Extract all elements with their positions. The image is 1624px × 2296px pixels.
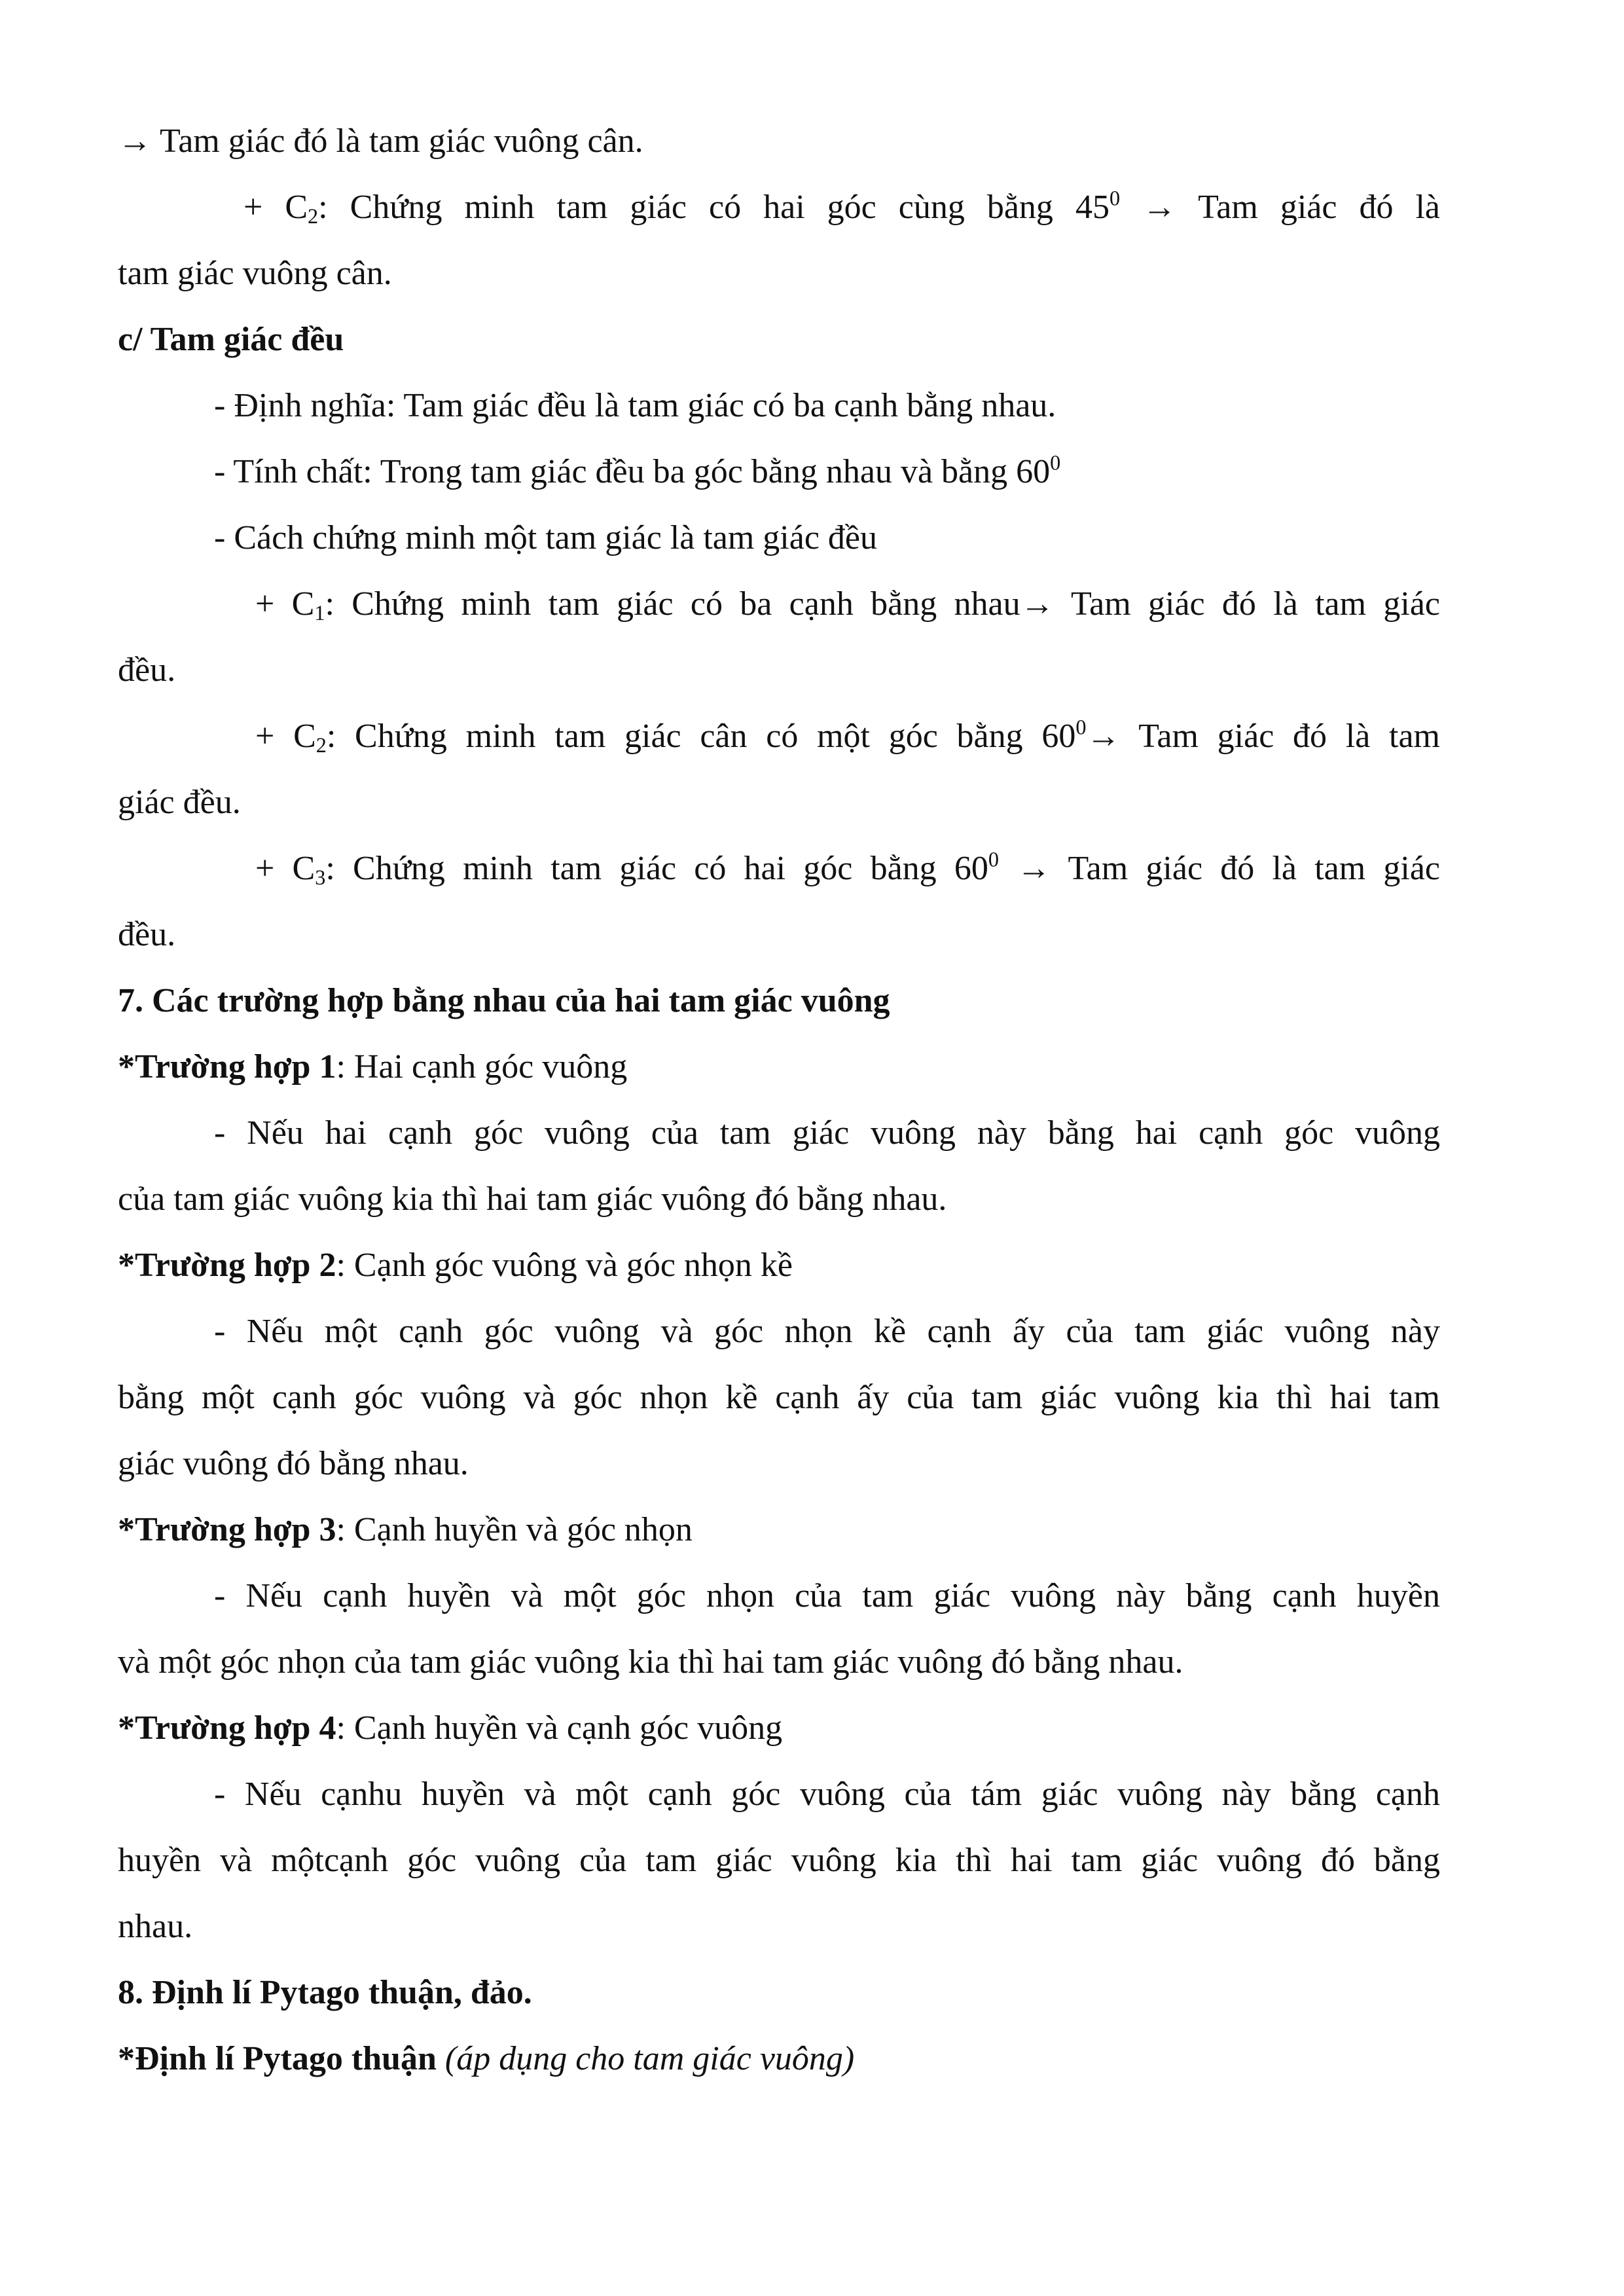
section-heading: 7. Các trường hợp bằng nhau của hai tam giác vuông (118, 982, 890, 1019)
text-line: giác vuông đó bằng nhau. (118, 1445, 469, 1482)
section-heading: 8. Định lí Pytago thuận, đảo. (118, 1974, 532, 2011)
text-line: + $C_2$: Chứng minh tam giác cân có một góc bằng $60^0\to$ Tam giác đó là tam (255, 715, 1440, 757)
case-heading: *Trường hợp 3: Cạnh huyền và góc nhọn (118, 1511, 693, 1548)
text-line: - Cách chứng minh một tam giác là tam giác đều (214, 519, 877, 556)
text-line: đều. (118, 916, 176, 953)
text-line: - Nếu cạnhu huyền và một cạnh góc vuông của tám giác vuông này bằng cạnh (214, 1776, 1440, 1813)
text-line: bằng một cạnh góc vuông và góc nhọn kề cạnh ấy của tam giác vuông kia thì hai tam (118, 1379, 1440, 1416)
text-line: huyền và mộtcạnh góc vuông của tam giác vuông kia thì hai tam giác vuông đó bằng (118, 1842, 1440, 1879)
text-line: tam giác vuông cân. (118, 255, 392, 292)
section-heading: c/ Tam giác đều (118, 321, 344, 358)
text-line: - Nếu cạnh huyền và một góc nhọn của tam giác vuông này bằng cạnh huyền (214, 1577, 1440, 1614)
text-line: đều. (118, 651, 176, 689)
text-line: + $C_2$: Chứng minh tam giác có hai góc cùng bằng $45^0$ → Tam giác đó là (244, 186, 1441, 228)
text-line: nhau. (118, 1908, 193, 1945)
case-heading: *Trường hợp 2: Cạnh góc vuông và góc nhọn kề (118, 1247, 793, 1284)
text-line: + $C_1$: Chứng minh tam giác có ba cạnh bằng nhau→ Tam giác đó là tam giác (255, 585, 1440, 625)
text-line: giác đều. (118, 784, 241, 821)
document-page (118, 108, 1440, 2092)
text-line: - Tính chất: Trong tam giác đều ba góc bằng nhau và bằng $60^0$ (214, 450, 1061, 490)
subsection-heading: *Định lí Pytago thuận (áp dụng cho tam giác vuông) (118, 2040, 855, 2077)
case-heading: *Trường hợp 1: Hai cạnh góc vuông (118, 1048, 628, 1085)
text-line: + $C_3$: Chứng minh tam giác có hai góc bằng $60^0$ → Tam giác đó là tam giác (255, 847, 1441, 890)
text-line: và một góc nhọn của tam giác vuông kia thì hai tam giác vuông đó bằng nhau. (118, 1643, 1183, 1681)
case-heading: *Trường hợp 4: Cạnh huyền và cạnh góc vuông (118, 1709, 783, 1747)
text-line: - Nếu hai cạnh góc vuông của tam giác vuông này bằng hai cạnh góc vuông (214, 1114, 1440, 1152)
text-line: - Định nghĩa: Tam giác đều là tam giác có ba cạnh bằng nhau. (214, 387, 1056, 424)
text-line: → Tam giác đó là tam giác vuông cân. (118, 122, 643, 160)
text-line: - Nếu một cạnh góc vuông và góc nhọn kề cạnh ấy của tam giác vuông này (214, 1313, 1440, 1350)
text-line: của tam giác vuông kia thì hai tam giác vuông đó bằng nhau. (118, 1180, 947, 1218)
